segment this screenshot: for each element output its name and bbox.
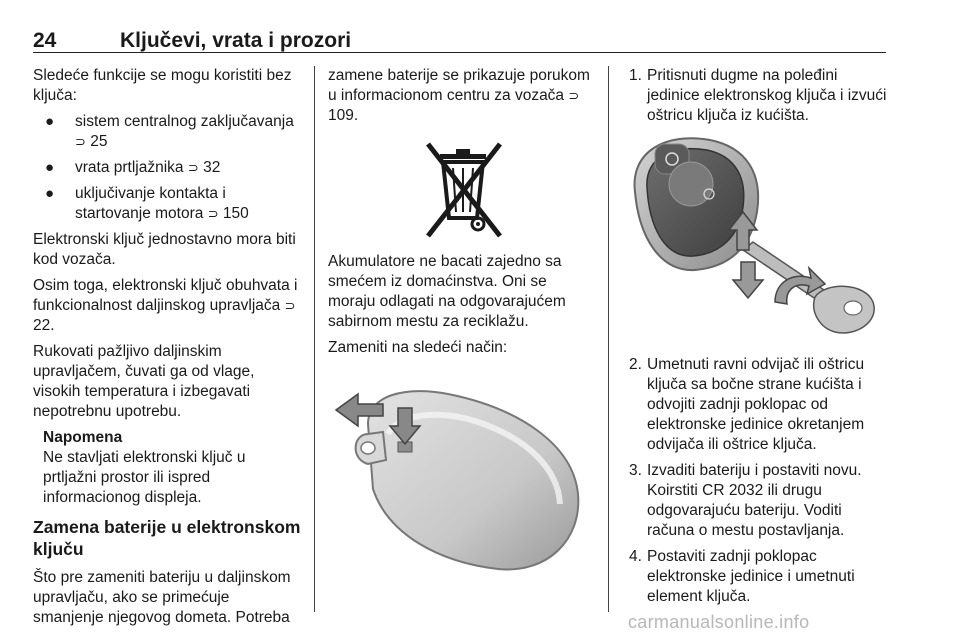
paragraph: Zameniti na sledeći način: — [328, 339, 508, 356]
column-divider — [608, 66, 609, 612]
page-header — [33, 30, 886, 53]
step-number: 4. — [629, 548, 642, 565]
list-item-text: vrata prtljažnika — [75, 159, 184, 176]
list-item — [625, 355, 887, 455]
page-reference: 22. — [33, 317, 55, 334]
paragraph: Rukovati pažljivo daljinskim upravljačem, čuvati ga od vlage, visokih temperatura i izbegavati nepotrebnu upotrebu. — [33, 343, 255, 420]
intro-paragraph: Sledeće funkcije se mogu koristiti bez ključa: — [33, 67, 292, 104]
list-item — [625, 461, 887, 541]
key-blade-illustration — [625, 132, 887, 347]
list-item — [33, 112, 303, 152]
note-text: Ne stavljati elektronski ključ u prtljažni prostor ili ispred informacionog displeja. — [43, 449, 246, 506]
paragraph: Što pre zameniti bateriju u daljinskom upravljaču, ako se primećuje smanjenje njegovog dometa. Potreba — [33, 569, 291, 626]
step-text: Postaviti zadnji poklopac elektronske jedinice i umetnuti element ključa. — [647, 548, 855, 605]
column-divider — [314, 66, 315, 612]
paragraph: Elektronski ključ jednostavno mora biti kod vozača. — [33, 231, 296, 268]
page-reference: 25 — [90, 133, 108, 150]
column-1 — [33, 66, 303, 634]
column-2 — [328, 66, 593, 579]
bullet-icon: ● — [45, 159, 55, 176]
page-reference: 150 — [222, 205, 249, 222]
section-heading: Zamena baterije u elektronskom ključu — [33, 517, 301, 559]
note-box — [33, 428, 303, 508]
bullet-icon: ● — [45, 185, 55, 202]
key-cover-illustration — [328, 364, 593, 579]
paragraph-text: Osim toga, elektronski ključ obuhvata i funkcionalnost daljinskog upravljača — [33, 277, 298, 314]
list-item — [625, 547, 887, 607]
column-3 — [625, 66, 887, 613]
list-item — [625, 66, 887, 126]
page-title: Ključevi, vrata i prozori — [120, 29, 352, 52]
step-number: 3. — [629, 462, 642, 479]
watermark: carmanualsonline.info — [628, 612, 810, 632]
list-item — [33, 158, 303, 178]
note-title: Napomena — [43, 429, 123, 446]
paragraph: Akumulatore ne bacati zajedno sa smećem iz domaćinstva. Oni se moraju odlagati na odgovarajućem sabirnom mestu za reciklažu. — [328, 253, 566, 330]
step-text: Umetnuti ravni odvijač ili oštricu ključa sa bočne strane kućišta i odvojiti zadnji poklopac od elektronske jedinice okretanjem odvijača ili oštrice ključa. — [647, 356, 865, 453]
list-item — [33, 184, 303, 224]
step-number: 1. — [629, 67, 642, 84]
steps-list — [625, 66, 887, 126]
step-text: Pritisnuti dugme na poleđini jedinice elektronskog ključa i izvući oštricu ključa iz kućišta. — [647, 67, 887, 124]
paragraph — [33, 276, 303, 336]
xref-icon: ⊃ — [284, 298, 296, 313]
step-number: 2. — [629, 356, 642, 373]
xref-icon: ⊃ — [568, 88, 580, 103]
xref-icon: ⊃ — [207, 206, 219, 221]
step-text: Izvaditi bateriju i postaviti novu. Koirstiti CR 2032 ili drugu odgovarajuću bateriju. Voditi računa o mestu postavljanja. — [647, 462, 862, 539]
page-reference: 109. — [328, 107, 359, 124]
feature-list — [33, 112, 303, 224]
list-item-text: uključivanje kontakta i startovanje motora — [75, 185, 226, 222]
paragraph — [328, 66, 593, 126]
page-number: 24 — [33, 29, 57, 52]
page-reference: 32 — [203, 159, 221, 176]
xref-icon: ⊃ — [187, 160, 199, 175]
xref-icon: ⊃ — [75, 134, 86, 149]
crossed-bin-icon — [328, 132, 593, 252]
bullet-icon: ● — [45, 113, 55, 130]
paragraph-text: zamene baterije se prikazuje porukom u informacionom centru za vozača — [328, 67, 590, 104]
list-item-text: sistem centralnog zaključavanja — [75, 113, 294, 130]
steps-list — [625, 355, 887, 607]
